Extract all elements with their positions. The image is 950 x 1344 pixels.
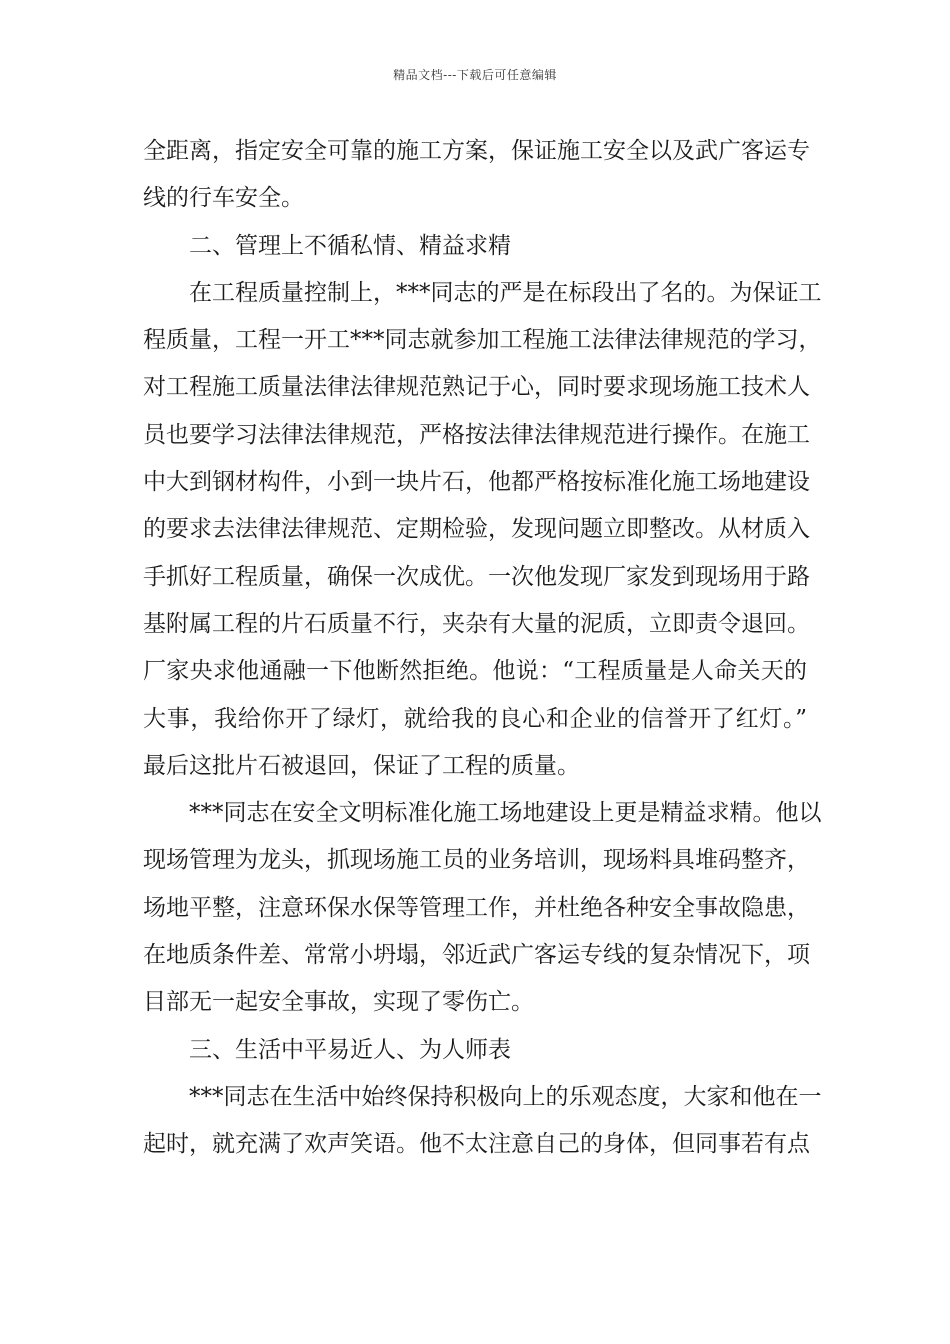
text-line: 中大到钢材构件，小到一块片石，他都严格按标准化施工场地建设 [143, 469, 810, 496]
text-line: 对工程施工质量法律法律规范熟记于心，同时要求现场施工技术人 [143, 374, 810, 401]
text-line: 在地质条件差、常常小坍塌，邻近武广客运专线的复杂情况下，项 [143, 942, 810, 969]
text-line: 手抓好工程质量，确保一次成优。一次他发现厂家发到现场用于路 [143, 563, 810, 590]
text-line: 起时，就充满了欢声笑语。他不太注意自己的身体，但同事若有点 [143, 1131, 810, 1158]
text-line: 场地平整，注意环保水保等管理工作，并杜绝各种安全事故隐患， [143, 894, 810, 921]
text-line: 基附属工程的片石质量不行，夹杂有大量的泥质，立即责令退回。 [143, 610, 810, 637]
document-body [143, 128, 822, 1169]
text-line: 二、管理上不循私情、精益求精 [189, 232, 511, 259]
text-line: 厂家央求他通融一下他断然拒绝。他说：“工程质量是人命关天的 [143, 658, 807, 685]
text-line: 线的行车安全。 [143, 185, 304, 212]
text-line: 全距离，指定安全可靠的施工方案，保证施工安全以及武广客运专 [143, 138, 810, 164]
text-line: 员也要学习法律法律规范，严格按法律法律规范进行操作。在施工 [143, 421, 810, 448]
text-line: 最后这批片石被退回，保证了工程的质量。 [143, 752, 580, 779]
page-header: 精品文档---下载后可任意编辑 [393, 68, 557, 82]
text-line: 目部无一起安全事故，实现了零伤亡。 [143, 989, 534, 1016]
text-line: 现场管理为龙头，抓现场施工员的业务培训，现场料具堆码整齐， [143, 847, 810, 874]
text-line: ***同志在生活中始终保持积极向上的乐观态度，大家和他在一 [189, 1083, 822, 1110]
text-line: 的要求去法律法律规范、定期检验，发现问题立即整改。从材质入 [143, 516, 810, 543]
text-line: 在工程质量控制上，***同志的严是在标段出了名的。为保证工 [189, 279, 822, 306]
text-line: ***同志在安全文明标准化施工场地建设上更是精益求精。他以 [189, 800, 822, 827]
text-line: 大事，我给你开了绿灯，就给我的良心和企业的信誉开了红灯。” [143, 705, 807, 732]
text-line: 三、生活中平易近人、为人师表 [189, 1036, 511, 1063]
text-line: 程质量，工程一开工***同志就参加工程施工法律法律规范的学习， [143, 327, 822, 354]
